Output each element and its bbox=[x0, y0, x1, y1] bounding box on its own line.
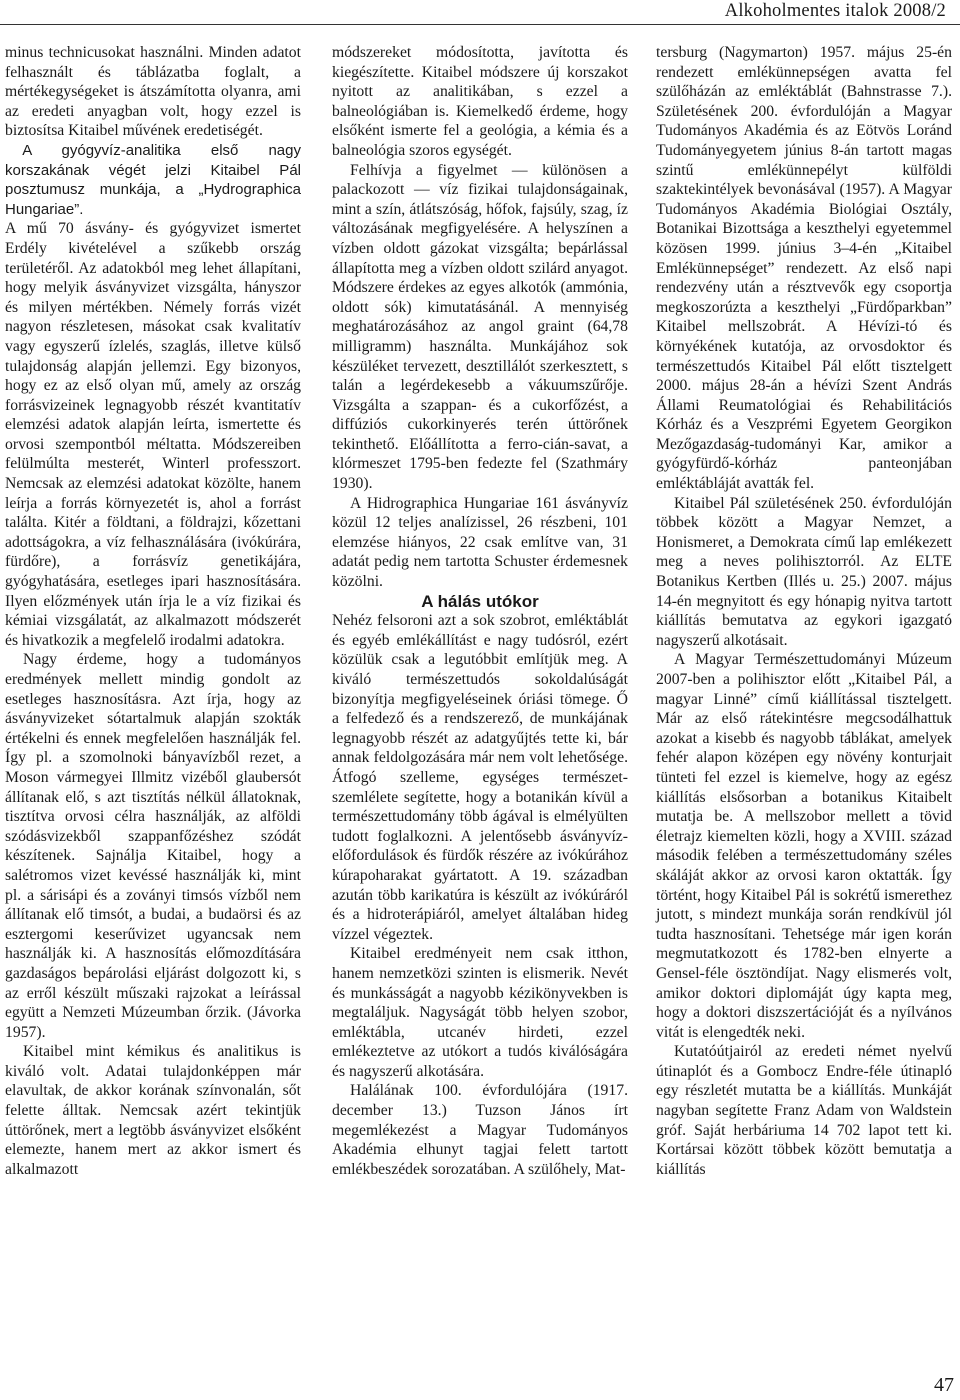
page-number: 47 bbox=[934, 1374, 954, 1396]
column-3 bbox=[656, 43, 952, 1179]
section-title: A hálás utókor bbox=[421, 591, 539, 611]
column-3-paragraph-2: Kitaibel Pál születésének 250. évfordulóján többek között a Magyar Nemzet, a Honismeret, a Demokrata című lap emlékezett meg a neves polihisztorról. Az ELTE Botanikus Kertben (Illés u. 25.) 2007. május 14-én megnyitott és egy hónapig nyitva tartott kiállítás bemutatva az egykori igazgató nagyszerű alkotásait. bbox=[656, 494, 952, 649]
column-1-paragraph-3: Nagy érdeme, hogy a tudományos eredmények mellett mindig gondolt az esetleges hasznosításra. Azt írja, hogy az ásványvizeket sótartalmuk alapján szokták értékelni és ennek megfelelően használják fel. Így pl. a szomolnoki bányavízből rezet, a Moson vármegyei Illmitz vizéből glaubersót állítanak elő, s azt tisztítás nélkül állatoknak, tisztítva orvosi célra használják, az alföldi szódásvizekből szappanfőzéshez szódát készítenek. Sajnálja Kitaibel, hogy a salétromos vizet kevéssé használják ki, mint pl. a sárisápi és a zoványi timsós vízből nem állítanak elő timsót, a budai, a budaörsi és az esztergomi keserűvizet ugyancsak nem használják ki. A hasznosítás előmozdítására gazdaságos bepárolási eljárást dolgozott ki, s az erről készült műszaki rajzokat a leírással együtt a Nemzeti Múzeumban őrzik. (Jávorka 1957). bbox=[5, 651, 301, 1041]
column-1-paragraph-2-lead: A gyógyvíz-analitika első nagy korszakának végét jelzi Kitaibel Pál posztumusz munkája, a „Hydrographica Hungariae”. bbox=[5, 141, 301, 218]
column-2-paragraph-4: Nehéz felsoroni azt a sok szobrot, emléktáblát és egyéb emlékállítást e nagy tudósról, ezért közülük csak a legutóbbit említjük meg. A kiváló természettudós sokoldalúságát bizonyítja megfigyeléseinek óriási tömege. Ő a felfedező és a rendszerező, de munkájának legnagyobb részét az adatgyűjtés tette ki, bár annak feldolgozására már nem volt lehetősége. Átfogó szelleme, egységes természet-szemlélete segítette, hogy a botanikán kívül a természettudomány több ágával is elmélyülten tudott foglalkozni. A jelentősebb ásványvíz-előfordulások és fürdők részére az ivókúrához kúrapoharakat gyártatott. A 19. században azután több karikatúra is készült az ivókúráról és a hidroterápiáról, amelyet általában hideg vízzel végeztek. bbox=[332, 612, 628, 943]
column-2-paragraph-2: Felhívja a figyelmet — különösen a palackozott — víz fizikai tulajdonságainak, mint a szín, átlátszóság, hőfok, fajsúly, szag, íz változásának megfigyelésére. A helyszínen a vízben oldott gázokat vizsgálta; bepárlással állapította meg a vízben oldott szilárd anyagot. Módszere érdekes az egyes alkotók (ammónia, oldott sók) kimutatásánál. A mennyiség meghatározásához az angol graint (64,78 milligramm) használta. Munkájához sok készüléket tervezett, desztillálót szerkesztett, s talán a legérdekesebb a vákuumszűrője. Vizsgálta a szappan- és a cukorfőzést, a diffúziós cukorkinyerés terén úttörőnek tekinthető. Előállította a ferro-cián-savat, a klórmeszet 1795-ben fedezte fel (Szathmáry 1930). bbox=[332, 161, 628, 493]
column-2-paragraph-5: Kitaibel eredményeit nem csak itthon, hanem nemzetközi szinten is elismerik. Nevét és munkásságát a nagyobb kézikönyvekben is megtaláljuk. Nagyságát több helyen szobor, emléktábla, utcanév hirdeti, ezzel emlékeztetve az utókort a tudós kiválóságára és nagyszerű alkotására. bbox=[332, 945, 628, 1080]
column-2-paragraph-1: módszereket módosította, javította és kiegészítette. Kitaibel módszere új korszakot nyitott az analitikában, s ezzel a balneológiában is. Kiemelkedő érdeme, hogy elsőként ismerte fel a geológia, a kémia és a balneológia szoros egységét. bbox=[332, 44, 628, 159]
column-1-paragraph-1: minus technicusokat használni. Minden adatot felhasznált és táblázatba foglalt, a mértékegységeket is átszámította olyanra, ami az eredeti anyagban volt, hogy ezzel is biztosítsa Kitaibel művének eredetiségét. bbox=[5, 44, 301, 140]
column-1-paragraph-2: A mű 70 ásvány- és gyógyvizet ismertet Erdély kivételével a szűkebb ország területéről. Az adatokból meg lehet állapítani, hogy melyik ásványvizet vizsgálta, hányszor és milyen mértékben. Némely forrás vizét nagyon részletesen, másokat csak kvalitatív vagy egyszerű ízlelés, szaglás, illetve külső tulajdonság alapján jellemzi. Egy bizonyos, hogy ez az első olyan mű, amely az ország forrásvizeinek legnagyobb részét kvantitatív elemzési adatok alapján leírta, ismertette és orvosi szempontból méltatta. Módszereiben felülmúlta mesterét, Winterl professzort. Nemcsak az elemzési adatokat közölte, hanem leírja a forrás környezetét is, ahol a forrást találta. Kitér a földtani, a földrajzi, kőzettani adottságokra, a víz felhasználására (ivókúrára, fürdőre), a forrásvíz genetikájára, gyógyhatására, esetleges ipari hasznosítására. Ilyen előzmények után írja le a víz fizikai és kémiai vizsgálatát, az alkalmazott módszerét és hivatkozik a megfelelő irodalmi adatokra. bbox=[5, 220, 301, 649]
column-1 bbox=[5, 43, 301, 1179]
column-2-paragraph-3: A Hidrographica Hungariae 161 ásványvíz közül 12 teljes analízissel, 26 részbeni, 101 elemzése hiányos, 22 csak említve van, 31 adatát pedig nem tartotta Schuster érdemesnek közölni. bbox=[332, 494, 628, 591]
column-3-paragraph-4: Kutatóútjairól az eredeti német nyelvű útinaplót és a Gombocz Endre-féle útinapló egy részletét mutatta be a kiállítás. Munkáját nagyban segítette Franz Adam von Waldstein gróf. Saját herbáriuma 14 702 lapot tett ki. Kortársai között többek között bemutatja a kiállítás bbox=[656, 1043, 952, 1178]
column-1-paragraph-4: Kitaibel mint kémikus és analitikus is kiváló volt. Adatai tulajdonképpen már elavultak, de akkor korának színvonalán, sőt felette álltak. Nemcsak azért tekintjük úttörőnek, mert a legtöbb ásványvizet elsőként elemezte, hanem mert az akkor ismert és alkalmazott bbox=[5, 1043, 301, 1178]
column-3-paragraph-3: A Magyar Természettudományi Múzeum 2007-ben a polihisztor előtt „Kitaibel Pál, a magyar Linné” című kiállítással tisztelgett. Már az első rátekintésre megcsodálhattuk azokat a kisebb és nagyobb táblákat, amelyek fehér alapon középen egy növény konturjait tünteti fel ezzel is kiemelve, hogy az egész kiállítás elsősorban a botanikus Kitaibelt mutatja be. A mellszobor mellett a tövid életrajz kiemelten közli, hogy a XVIII. század második felében a természettudomány széles skáláját akkor az orvosi karon oktatták. Így történt, hogy Kitaibel Pál is sokrétű ismerethez jutott, s mindezt munkája során rendkívül jól tudta hasznosítani. Tehetsége már igen korán megmutatkozott és 1782-ben elnyerte a Gensel-féle ösztöndíjat. Nagy elismerés volt, amikor doktori diplomáját úgy kapta meg, hogy a doktori diszszertációját és a nyílvános vitát is elengedték neki. bbox=[656, 651, 952, 1041]
column-3-paragraph-1: tersburg (Nagymarton) 1957. május 25-én rendezett emlékünnepségen avatta fel szülőházán az emléktáblát (Bahnstrasse 7.). Születésének 200. évfordulóján a Magyar Tudományos Akadémia és az Eötvös Loránd Tudományegyetem június 8-án tartott magas szintű emlékünnepélyt külföldi szaktekintélyek bevonásával (1957). A Magyar Tudományos Akadémia Biológiai Osztály, Botanikai Bizottsága a keszthelyi egyetemmel közösen 1999. június 3–4-én „Kitaibel Emlékünnepséget” rendezett. Az első napi rendezvény után a résztvevők egy csoportja megkoszorúzta a keszthelyi „Fürdőparkban” Kitaibel mellszobrát. A Hévízi-tó és környékének kutatója, az orvosdoktor és természettudós Kitaibel Pál előtt tisztelgett 2000. május 28-án a hévízi Szent András Állami Reumatológiai és Rehabilitációs Kórház és a Veszprémi Egyetem Georgikon Mezőgazdaság-tudományi Kar, amikor a gyógyfürdő-kórház panteonjában emléktábláját avatták fel. bbox=[656, 44, 952, 493]
header-rule bbox=[0, 24, 960, 25]
running-title: Alkoholmentes italok 2008/2 bbox=[724, 1, 946, 21]
column-2-paragraph-6: Halálának 100. évfordulójára (1917. december 13.) Tuzson János írt megemlékezést a Magyar Tudományos Akadémia elhunyt tagjai felett tartott emlékbeszédek sorozatában. A szülőhely, Mat- bbox=[332, 1082, 628, 1178]
column-2 bbox=[332, 43, 628, 1179]
